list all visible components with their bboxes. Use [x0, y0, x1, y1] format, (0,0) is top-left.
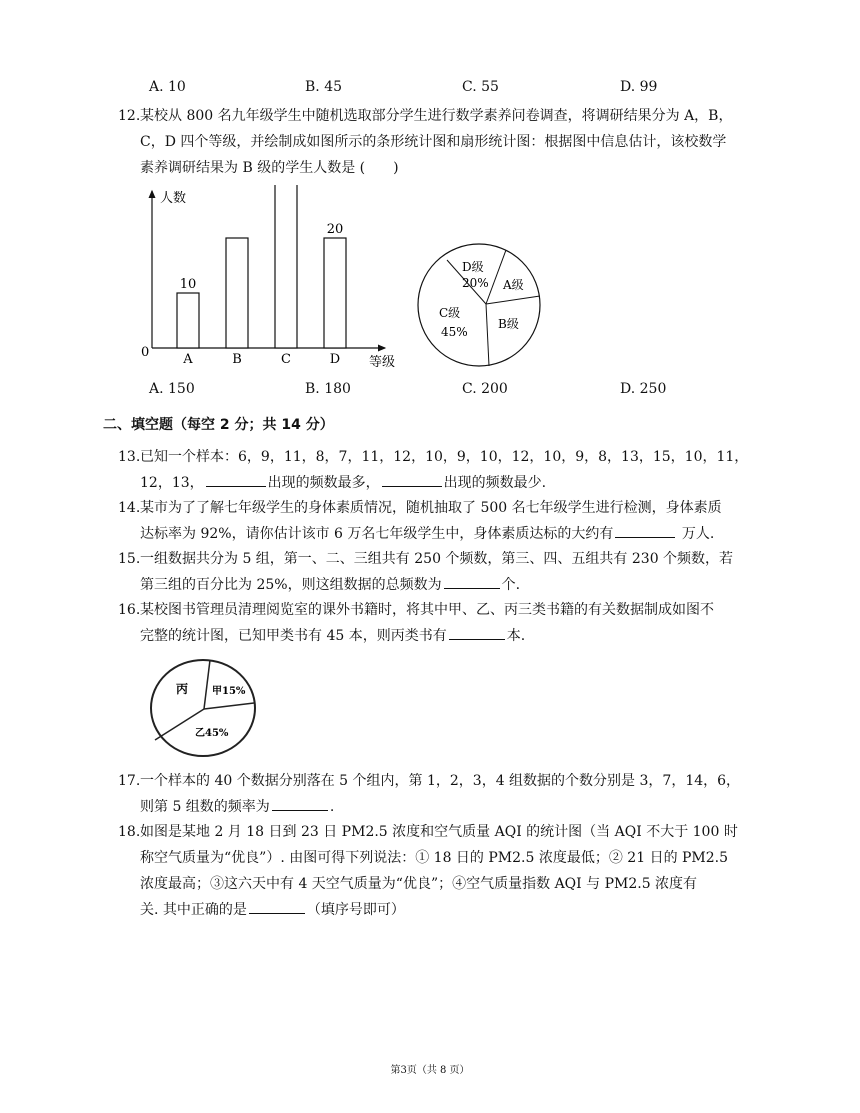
question-text-line: 如图是某地 2 月 18 日到 23 日 PM2.5 浓度和空气质量 AQI 的统计图（当 AQI 不大于 100 时	[140, 824, 738, 840]
pie-label-d: D级	[462, 260, 484, 274]
pie-label-jia: 甲15%	[212, 686, 246, 697]
pie-pct-d: 20%	[462, 276, 489, 290]
question-text: 达标率为 92%，请你估计该市 6 万名七年级学生中，身体素质达标的大约有	[140, 526, 614, 542]
question-17	[118, 768, 768, 820]
question-16	[118, 597, 768, 649]
q11-option-b: B. 45	[305, 79, 343, 95]
question-12	[118, 103, 768, 181]
question-text-line: C，D 四个等级，并绘制成如图所示的条形统计图和扇形统计图：根据图中信息估计，该校数学	[140, 134, 727, 150]
x-tick-label: C	[281, 352, 291, 367]
question-number: 12.	[118, 108, 141, 124]
x-axis-label: 等级	[369, 355, 396, 370]
question-text: 则第 5 组数的频率为	[140, 799, 270, 815]
pie-divider	[204, 660, 210, 709]
y-axis-label: 人数	[160, 191, 187, 206]
question-text-line: 素养调研结果为 B 级的学生人数是 ( )	[140, 160, 399, 176]
origin-label: 0	[141, 345, 150, 360]
page-footer: 第3页（共 8 页）	[390, 1065, 470, 1076]
question-14	[118, 495, 768, 547]
bar-chart	[130, 185, 410, 370]
question-text-line: 一个样本的 40 个数据分别落在 5 个组内，第 1，2，3，4 组数据的个数分别是 3，7，14，6，	[140, 773, 741, 789]
q12-option-d: D. 250	[620, 381, 667, 397]
bar-data-label: 10	[179, 277, 197, 292]
question-text-line: 称空气质量为“优良”）. 由图可得下列说法：① 18 日的 PM2.5 浓度最低；② 21 日的 PM2.5	[140, 850, 729, 866]
question-number: 13.	[118, 449, 141, 465]
question-text: 本.	[506, 628, 526, 644]
answer-blank[interactable]	[206, 472, 266, 487]
bar-data-label: 20	[326, 222, 344, 237]
question-text: 关. 其中正确的是	[140, 902, 247, 918]
question-text: 12，13，	[140, 475, 204, 491]
pie-label-c: C级	[439, 306, 461, 320]
answer-blank[interactable]	[449, 625, 505, 640]
answer-blank[interactable]	[249, 899, 305, 914]
q11-option-c: C. 55	[462, 79, 499, 95]
question-18	[118, 819, 768, 923]
pie-chart-grades	[414, 240, 544, 370]
question-text-line: 某校从 800 名九年级学生中随机选取部分学生进行数学素养问卷调查，将调研结果分为 A，B，	[140, 108, 733, 124]
question-number: 18.	[118, 824, 141, 840]
question-text: 第三组的百分比为 25%，则这组数据的总频数为	[140, 577, 442, 593]
answer-blank[interactable]	[615, 523, 675, 538]
q11-option-a: A. 10	[149, 79, 186, 95]
question-number: 14.	[118, 500, 141, 516]
bar-b	[226, 238, 248, 348]
answer-blank[interactable]	[382, 472, 442, 487]
question-text-line: 浓度最高；③这六天中有 4 天空气质量为“优良”；④空气质量指数 AQI 与 PM2.5 浓度有	[140, 876, 698, 892]
question-text: 万人.	[677, 526, 715, 542]
x-tick-label: A	[183, 352, 193, 367]
q12-option-a: A. 150	[149, 381, 195, 397]
pie-label-b: B级	[498, 317, 519, 331]
pie-pct-c: 45%	[441, 325, 468, 339]
bar-c	[275, 185, 297, 348]
x-tick-label: D	[329, 352, 341, 367]
question-text: （填序号即可）	[306, 902, 405, 918]
question-text-line: 某校图书管理员清理阅览室的课外书籍时，将其中甲、乙、丙三类书籍的有关数据制成如图不	[140, 602, 714, 618]
pie-label-a: A级	[503, 278, 524, 292]
pie-divider	[486, 304, 489, 366]
answer-blank[interactable]	[272, 796, 328, 811]
pie-chart-books	[148, 657, 260, 759]
question-text-line: 一组数据共分为 5 组，第一、二、三组共有 250 个频数，第三、四、五组共有 230 个频数，若	[140, 551, 734, 567]
pie-label-bing: 丙	[176, 682, 189, 696]
question-number: 16.	[118, 602, 141, 618]
pie-label-yi: 乙45%	[195, 728, 229, 739]
bars-group	[177, 185, 346, 367]
section-title: 二、填空题（每空 2 分；共 14 分）	[103, 417, 334, 433]
question-13	[118, 444, 768, 496]
q12-option-c: C. 200	[462, 381, 508, 397]
bar-d	[324, 238, 346, 348]
answer-blank[interactable]	[444, 574, 500, 589]
question-text-line: 某市为了了解七年级学生的身体素质情况，随机抽取了 500 名七年级学生进行检测，身体素质	[140, 500, 722, 516]
question-number: 15.	[118, 551, 141, 567]
pie-divider	[486, 250, 506, 304]
x-tick-label: B	[232, 352, 242, 367]
question-15	[118, 546, 768, 598]
bar-a	[177, 293, 199, 348]
question-number: 17.	[118, 773, 141, 789]
question-text: 出现的频数最少.	[443, 475, 547, 491]
question-text-line: 已知一个样本：6，9，11，8，7，11，12，10，9，10，12，10，9，8，13，15，10，11，	[140, 449, 749, 465]
question-text: 完整的统计图，已知甲类书有 45 本，则丙类书有	[140, 628, 447, 644]
q11-option-d: D. 99	[620, 79, 658, 95]
pie-outline	[151, 660, 255, 756]
question-text: .	[329, 799, 335, 815]
pie-divider	[204, 703, 254, 709]
question-text: 出现的频数最多，	[267, 475, 380, 491]
q12-option-b: B. 180	[305, 381, 351, 397]
question-text: 个.	[501, 577, 521, 593]
pie-divider	[486, 296, 540, 304]
